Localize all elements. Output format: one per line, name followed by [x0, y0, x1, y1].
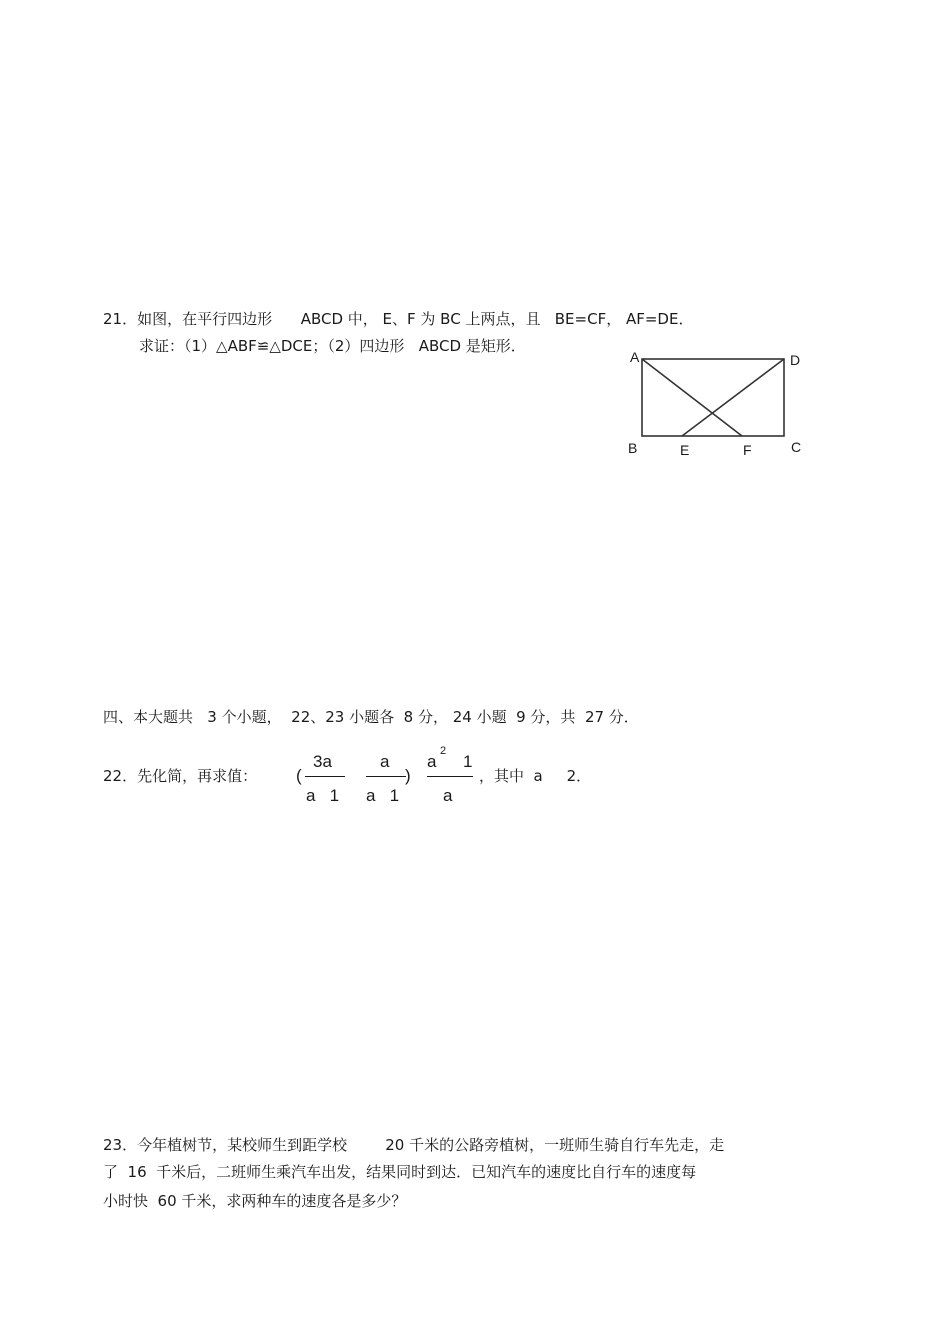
q22-paren-close: ): [405, 766, 411, 785]
section4-heading: 四、本大题共 3 个小题， 22、23 小题各 8 分， 24 小题 9 分，共 27 分．: [103, 708, 639, 726]
q23-line2: 了 16 千米后，二班师生乘汽车出发，结果同时到达．已知汽车的速度比自行车的速度每: [103, 1163, 697, 1181]
q22-frac2-bar: [366, 776, 406, 777]
q23-line3: 小时快 60 千米，求两种车的速度各是多少？: [103, 1192, 407, 1210]
label-e: E: [680, 442, 690, 458]
q21-statement-line1: 21．如图，在平行四边形 ABCD 中， E、F 为 BC 上两点，且 BE=CF， AF=DE．: [103, 310, 694, 328]
q23-line1: 23．今年植树节，某校师生到距学校 20 千米的公路旁植树，一班师生骑自行车先走，走: [103, 1136, 725, 1154]
q22-frac2-numerator: a: [380, 752, 390, 771]
q22-frac3-numerator-base: a: [427, 752, 437, 771]
segment-af: [642, 359, 742, 436]
q22-frac2-denominator: a 1: [366, 786, 400, 805]
q22-frac3-exponent: 2: [440, 745, 447, 757]
q22-frac3-denominator: a: [443, 786, 453, 805]
q22-suffix: ，其中 a 2．: [479, 767, 592, 785]
label-a: A: [630, 349, 640, 365]
q21-statement-line2: 求证：（1）△ABF≌△DCE；（2）四边形 ABCD 是矩形．: [139, 337, 526, 355]
q22-frac1-denominator: a 1: [306, 786, 340, 805]
q22-frac3-bar: [427, 776, 473, 777]
label-b: B: [628, 440, 638, 456]
label-c: C: [791, 439, 802, 455]
q22-frac1-bar: [305, 776, 345, 777]
q22-prefix: 22．先化简，再求值：: [103, 767, 258, 785]
q22-frac3-numerator-tail: 1: [463, 752, 473, 771]
label-d: D: [790, 352, 801, 368]
q22-paren-open: (: [296, 766, 302, 785]
q22-frac1-numerator: 3a: [313, 752, 332, 771]
label-f: F: [743, 442, 752, 458]
segment-de: [682, 359, 784, 436]
rectangle-abcd: [642, 359, 784, 436]
